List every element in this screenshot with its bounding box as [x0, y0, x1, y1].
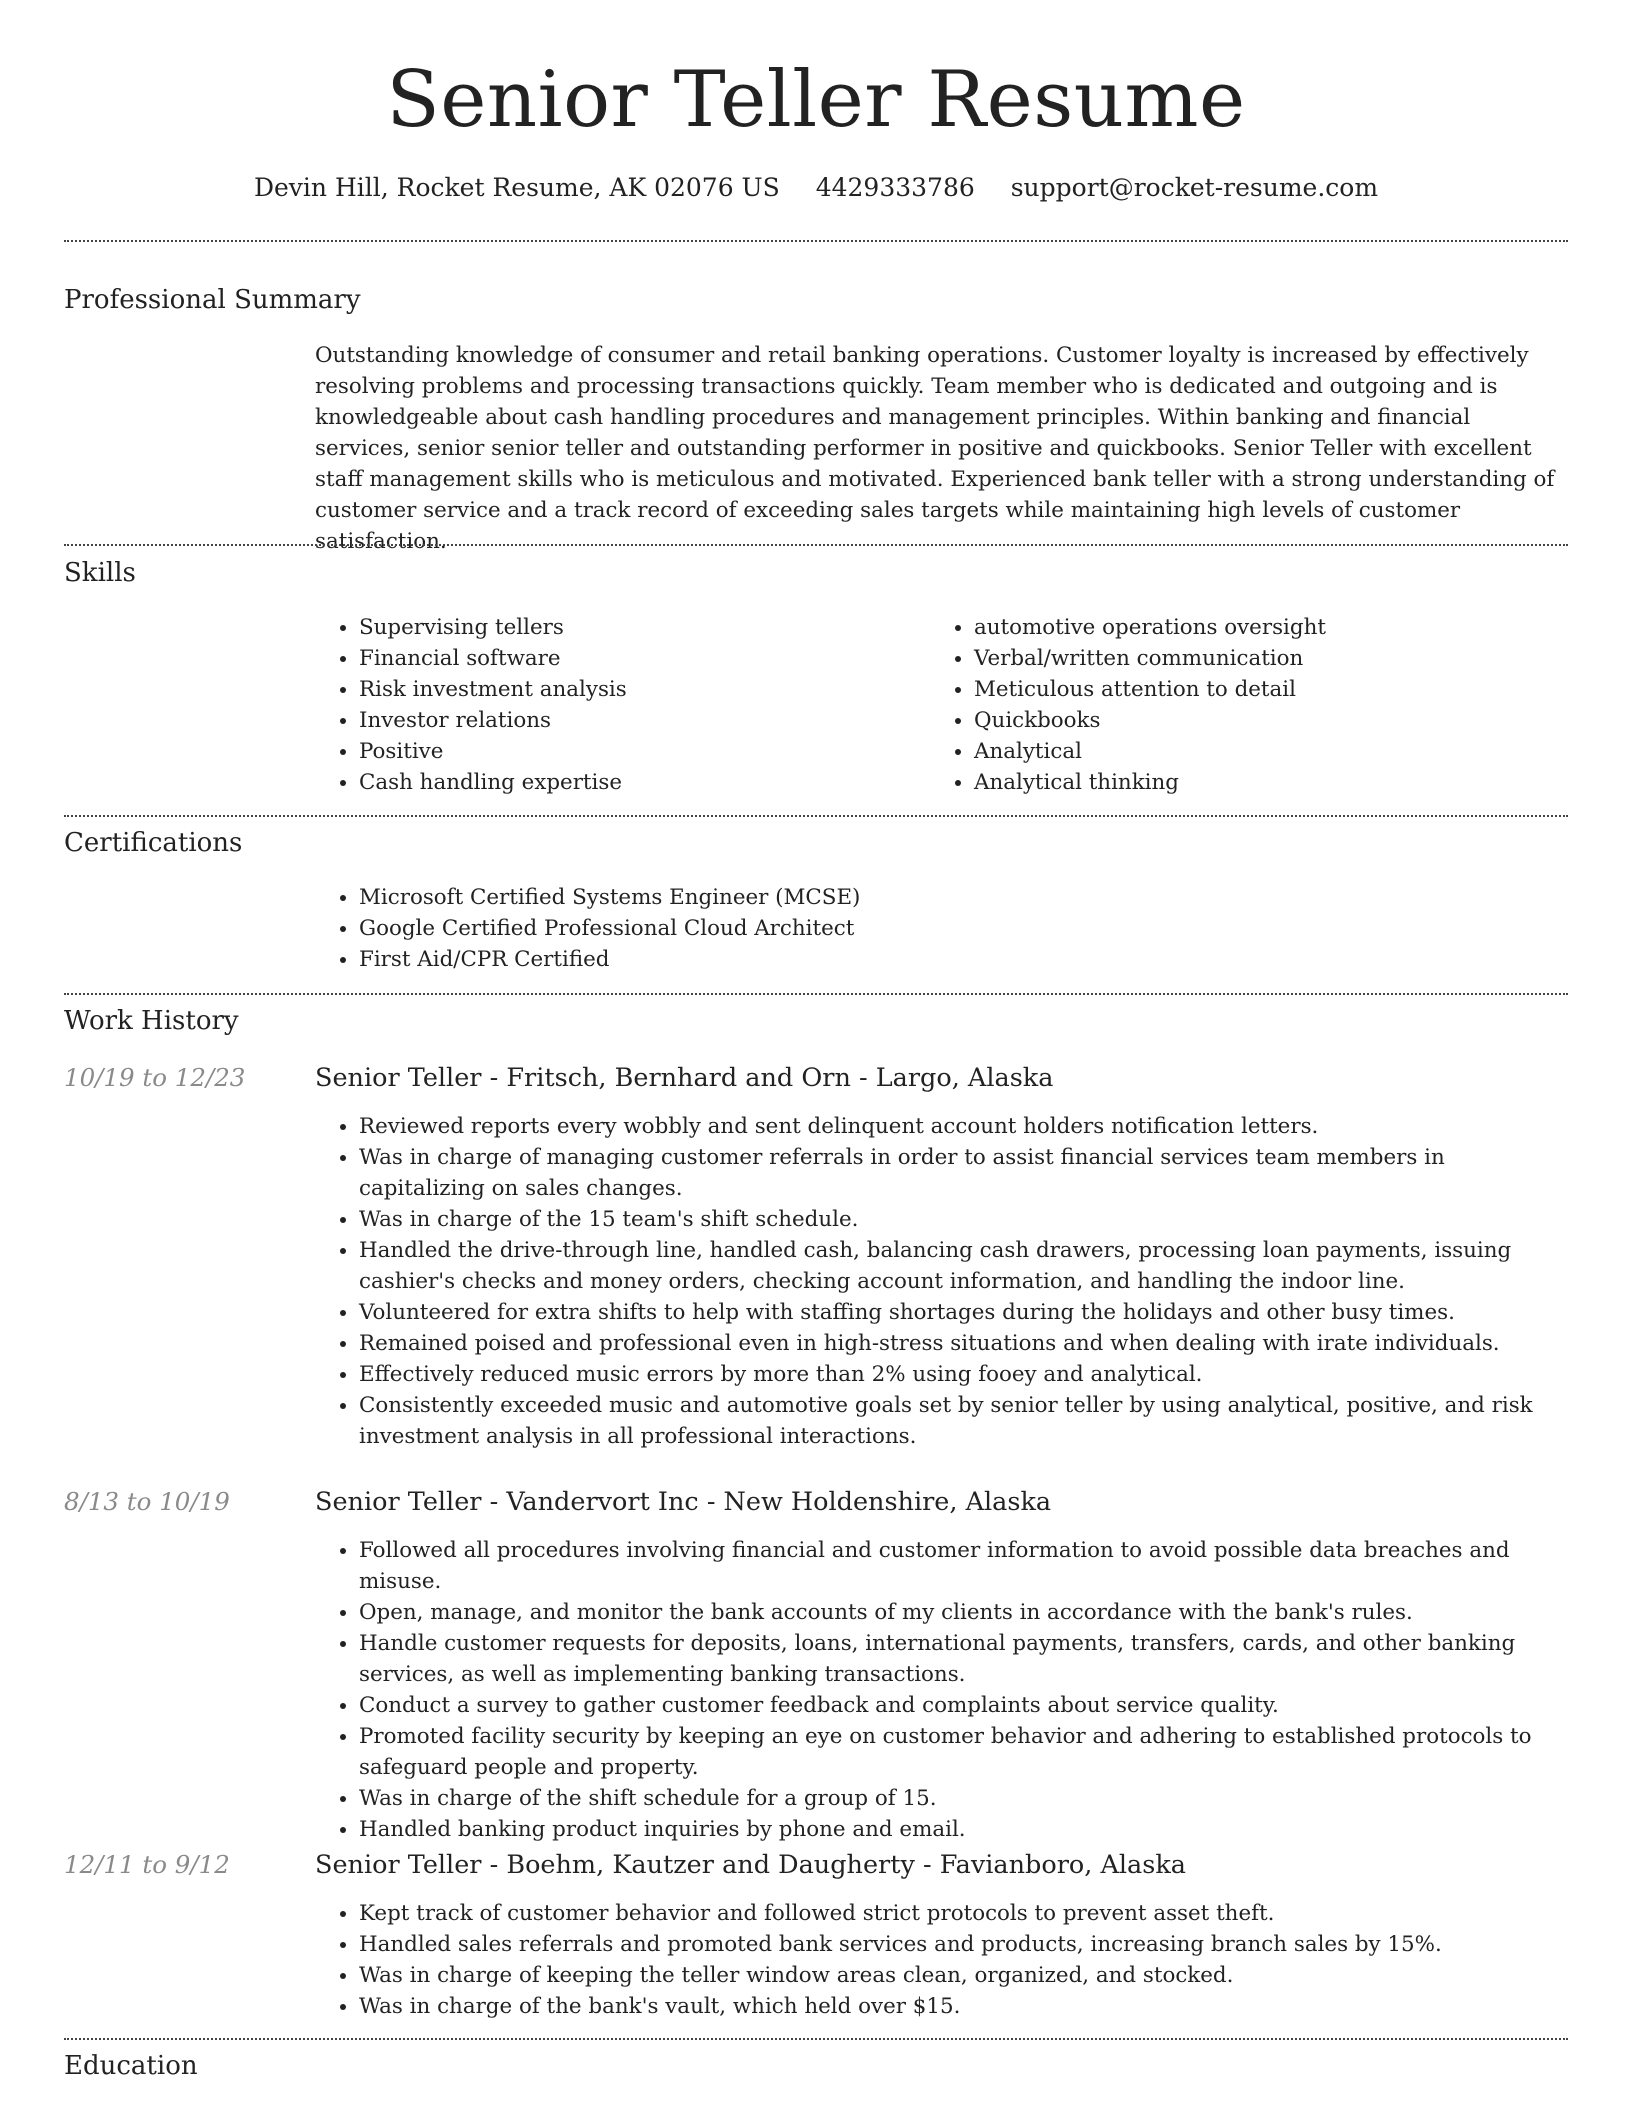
certification-item: • First Aid/CPR Certified — [359, 944, 1559, 975]
section-heading-education: Education — [64, 2051, 198, 2081]
contact-email: support@rocket-resume.com — [1010, 173, 1379, 202]
job-bullets — [315, 1535, 1568, 1845]
skill-item: • Positive — [359, 736, 919, 767]
job-dates: 12/11 to 9/12 — [64, 1850, 230, 1879]
skill-item: • Quickbooks — [974, 705, 1574, 736]
skill-item: • Financial software — [359, 643, 919, 674]
divider — [64, 240, 1568, 242]
divider — [64, 993, 1568, 995]
job-title: Senior Teller - Fritsch, Bernhard and Orn - Largo, Alaska — [315, 1063, 1054, 1093]
section-heading-skills: Skills — [64, 558, 136, 588]
job-bullet: • Consistently exceeded music and automotive goals set by senior teller by using analytical, positive, and risk investment analysis in all professional interactions. — [359, 1390, 1568, 1452]
job-bullet: • Was in charge of keeping the teller window areas clean, organized, and stocked. — [359, 1960, 1568, 1991]
job-title: Senior Teller - Vandervort Inc - New Holdenshire, Alaska — [315, 1487, 1052, 1517]
skill-item: • Cash handling expertise — [359, 767, 919, 798]
certifications-list — [315, 882, 1559, 975]
section-heading-work-history: Work History — [64, 1006, 239, 1036]
job-bullet: • Open, manage, and monitor the bank accounts of my clients in accordance with the bank's rules. — [359, 1597, 1568, 1628]
job-bullet: • Promoted facility security by keeping an eye on customer behavior and adhering to established protocols to safeguard people and property. — [359, 1721, 1568, 1783]
divider — [64, 815, 1568, 817]
certification-item: • Google Certified Professional Cloud Architect — [359, 913, 1559, 944]
job-bullets — [315, 1898, 1568, 2022]
job-bullet: • Volunteered for extra shifts to help with staffing shortages during the holidays and other busy times. — [359, 1297, 1568, 1328]
job-bullet: • Was in charge of managing customer referrals in order to assist financial services team members in capitalizing on sales changes. — [359, 1142, 1568, 1204]
job-bullet: • Handle customer requests for deposits, loans, international payments, transfers, cards, and other banking services, as well as implementing banking transactions. — [359, 1628, 1568, 1690]
job-bullet: • Reviewed reports every wobbly and sent delinquent account holders notification letters. — [359, 1111, 1568, 1142]
contact-line — [64, 170, 1568, 206]
job-bullet: • Was in charge of the shift schedule for a group of 15. — [359, 1783, 1568, 1814]
job-bullet: • Conduct a survey to gather customer feedback and complaints about service quality. — [359, 1690, 1568, 1721]
skills-list-left — [315, 612, 919, 798]
job-bullet: • Was in charge of the bank's vault, which held over $15. — [359, 1991, 1568, 2022]
job-bullet: • Handled sales referrals and promoted bank services and products, increasing branch sales by 15%. — [359, 1929, 1568, 1960]
job-title: Senior Teller - Boehm, Kautzer and Daugherty - Favianboro, Alaska — [315, 1850, 1186, 1880]
skill-item: • Supervising tellers — [359, 612, 919, 643]
section-heading-summary: Professional Summary — [64, 285, 361, 315]
job-bullet: • Handled the drive-through line, handled cash, balancing cash drawers, processing loan payments, issuing cashier's checks and money orders, checking account information, and handling the indoor line. — [359, 1235, 1568, 1297]
skill-item: • Investor relations — [359, 705, 919, 736]
job-bullet: • Was in charge of the 15 team's shift schedule. — [359, 1204, 1568, 1235]
job-dates: 10/19 to 12/23 — [64, 1063, 246, 1092]
summary-text: Outstanding knowledge of consumer and retail banking operations. Customer loyalty is increased by effectively resolving problems and processing transactions quickly. Team member who is dedicated and outgoing and is knowledgeable about cash handling procedures and management principles. Within banking and financial services, senior senior teller and outstanding performer in positive and quickbooks. Senior Teller with excellent staff management skills who is meticulous and motivated. Experienced bank teller with a strong understanding of customer service and a track record of exceeding sales targets while maintaining high levels of customer satisfaction. — [315, 343, 1555, 554]
section-heading-certifications: Certifications — [64, 828, 243, 858]
skill-item: • Risk investment analysis — [359, 674, 919, 705]
certification-item: • Microsoft Certified Systems Engineer (MCSE) — [359, 882, 1559, 913]
divider — [64, 544, 1568, 546]
skill-item: • Meticulous attention to detail — [974, 674, 1574, 705]
job-dates: 8/13 to 10/19 — [64, 1487, 230, 1516]
job-bullets — [315, 1111, 1568, 1452]
job-bullet: • Effectively reduced music errors by more than 2% using fooey and analytical. — [359, 1359, 1568, 1390]
skill-item: • automotive operations oversight — [974, 612, 1574, 643]
job-bullet: • Followed all procedures involving financial and customer information to avoid possible data breaches and misuse. — [359, 1535, 1568, 1597]
skill-item: • Analytical — [974, 736, 1574, 767]
job-bullet: • Remained poised and professional even in high-stress situations and when dealing with irate individuals. — [359, 1328, 1568, 1359]
job-bullet: • Kept track of customer behavior and followed strict protocols to prevent asset theft. — [359, 1898, 1568, 1929]
contact-phone: 4429333786 — [815, 173, 975, 202]
skill-item: • Analytical thinking — [974, 767, 1574, 798]
resume-title: Senior Teller Resume — [386, 55, 1246, 145]
divider — [64, 2038, 1568, 2040]
skill-item: • Verbal/written communication — [974, 643, 1574, 674]
skills-list-right — [930, 612, 1574, 798]
job-bullet: • Handled banking product inquiries by phone and email. — [359, 1814, 1568, 1845]
contact-address: Devin Hill, Rocket Resume, AK 02076 US — [253, 173, 780, 202]
